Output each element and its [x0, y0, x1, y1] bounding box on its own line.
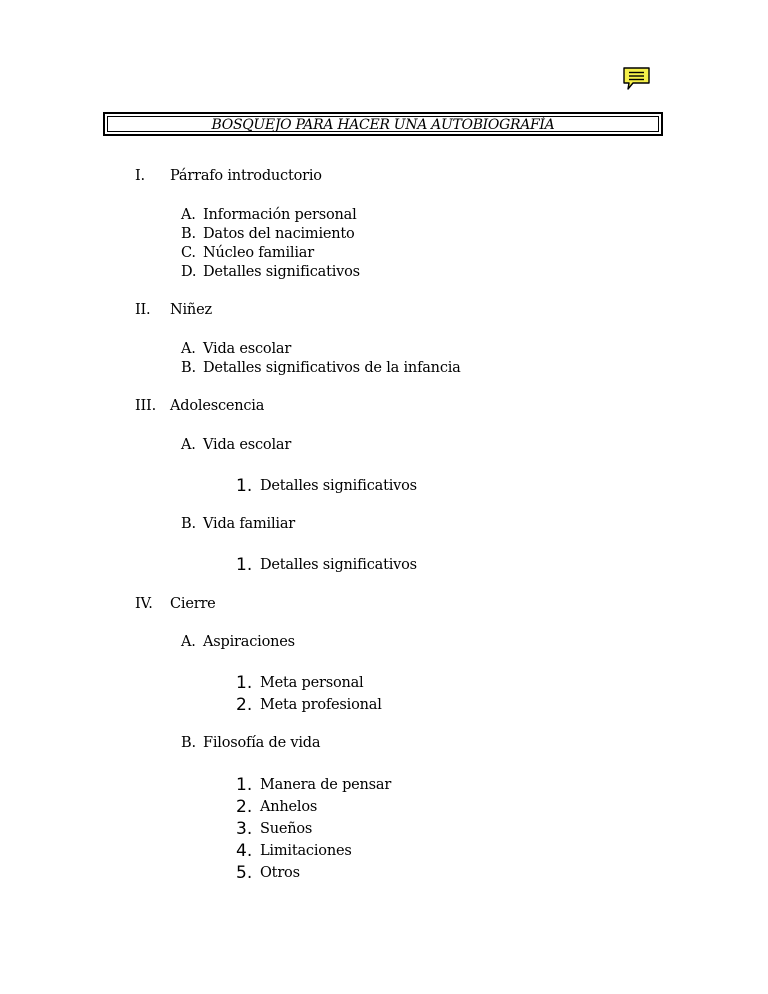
subitem-number: 1. [236, 476, 253, 496]
subitem-text: Detalles significativos [260, 478, 417, 494]
item-letter: B. [181, 516, 196, 532]
item-text: Filosofía de vida [203, 735, 321, 751]
document-title: BOSQUEJO PARA HACER UNA AUTOBIOGRAFÍA [211, 117, 555, 133]
item-text: Vida familiar [203, 516, 296, 532]
section-numeral: I. [135, 168, 145, 184]
subitem-text: Manera de pensar [260, 777, 392, 793]
item-text: Núcleo familiar [203, 245, 314, 261]
subitem-text: Meta profesional [260, 697, 382, 713]
item-text: Información personal [203, 207, 357, 223]
subitem-text: Meta personal [260, 675, 364, 691]
subitem-number: 2. [236, 797, 253, 817]
subitem-text: Otros [260, 865, 300, 881]
subitem-number: 3. [236, 819, 253, 839]
item-letter: A. [181, 634, 196, 650]
section-heading: Cierre [170, 596, 216, 612]
item-letter: B. [181, 226, 196, 242]
section-numeral: III. [135, 398, 156, 414]
item-letter: A. [181, 341, 196, 357]
subitem-number: 1. [236, 555, 253, 575]
item-text: Vida escolar [203, 437, 292, 453]
section-heading: Párrafo introductorio [170, 168, 322, 184]
section-heading: Adolescencia [170, 398, 265, 414]
comment-note-icon[interactable] [622, 66, 652, 92]
item-letter: A. [181, 207, 196, 223]
item-text: Aspiraciones [203, 634, 295, 650]
title-box [103, 112, 663, 136]
subitem-text: Limitaciones [260, 843, 352, 859]
item-letter: C. [181, 245, 196, 261]
subitem-number: 4. [236, 841, 253, 861]
subitem-number: 1. [236, 775, 253, 795]
item-letter: B. [181, 360, 196, 376]
item-text: Vida escolar [203, 341, 292, 357]
subitem-text: Anhelos [260, 799, 318, 815]
section-heading: Niñez [170, 302, 212, 318]
subitem-number: 2. [236, 695, 253, 715]
item-letter: D. [181, 264, 197, 280]
section-numeral: II. [135, 302, 151, 318]
section-numeral: IV. [135, 596, 153, 612]
item-text: Detalles significativos de la infancia [203, 360, 461, 376]
subitem-number: 5. [236, 863, 253, 883]
subitem-number: 1. [236, 673, 253, 693]
item-letter: A. [181, 437, 196, 453]
item-text: Datos del nacimiento [203, 226, 355, 242]
item-letter: B. [181, 735, 196, 751]
subitem-text: Sueños [260, 821, 313, 837]
item-text: Detalles significativos [203, 264, 360, 280]
subitem-text: Detalles significativos [260, 557, 417, 573]
